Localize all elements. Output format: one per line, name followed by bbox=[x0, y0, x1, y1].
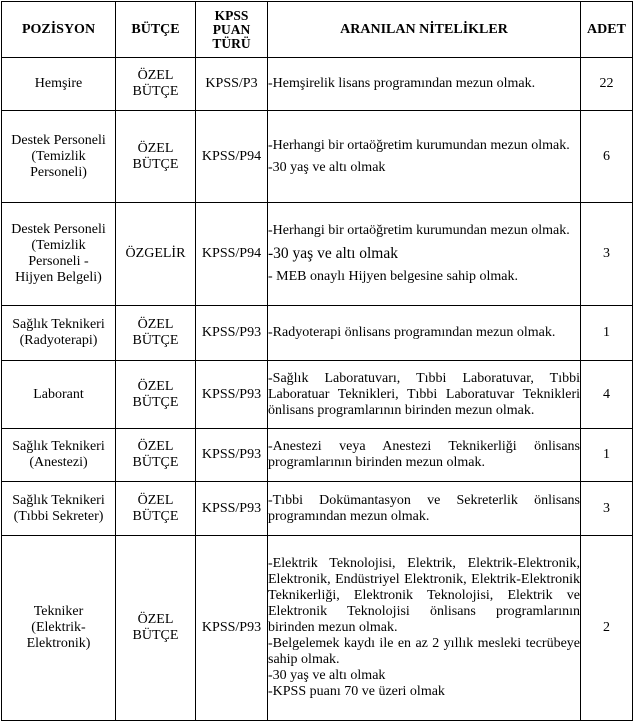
qualification-item: -Radyoterapi önlisans programından mezun olmak. bbox=[268, 325, 556, 340]
position-cell bbox=[2, 58, 116, 111]
qualifications-cell bbox=[268, 58, 581, 111]
count-cell: 6 bbox=[581, 111, 633, 203]
qualification-item: -Belgelemek kaydı ile en az 2 yıllık mesleki tecrübeye sahip olmak. bbox=[268, 636, 580, 667]
position-cell bbox=[2, 536, 116, 721]
count-cell: 2 bbox=[581, 536, 633, 721]
qualification-item: -30 yaş ve altı olmak bbox=[268, 245, 398, 262]
kpss-cell: KPSS/P93 bbox=[196, 482, 268, 536]
qualification-item: -Anestezi veya Anestezi Teknikerliği önlisans programlarının birinden mezun olmak. bbox=[268, 439, 580, 470]
kpss-cell: KPSS/P93 bbox=[196, 361, 268, 429]
count-cell: 22 bbox=[581, 58, 633, 111]
qualifications-cell bbox=[268, 111, 581, 203]
budget-line: ÖZEL bbox=[137, 492, 174, 508]
position-line: (Temizlik bbox=[31, 148, 86, 164]
position-line: (Anestezi) bbox=[29, 455, 88, 470]
kpss-cell: KPSS/P94 bbox=[196, 111, 268, 203]
count-cell: 1 bbox=[581, 306, 633, 361]
table-row bbox=[2, 306, 633, 361]
budget-cell bbox=[116, 203, 196, 306]
qualifications-cell bbox=[268, 306, 581, 361]
kpss-cell: KPSS/P94 bbox=[196, 203, 268, 306]
table-row bbox=[2, 58, 633, 111]
budget-cell bbox=[116, 58, 196, 111]
position-cell bbox=[2, 361, 116, 429]
table-row bbox=[2, 536, 633, 721]
kpss-cell: KPSS/P93 bbox=[196, 429, 268, 482]
budget-cell bbox=[116, 482, 196, 536]
count-cell: 1 bbox=[581, 429, 633, 482]
position-cell bbox=[2, 482, 116, 536]
budget-line: BÜTÇE bbox=[132, 333, 179, 348]
header-kpss-line3: TÜRÜ bbox=[212, 35, 251, 51]
budget-cell bbox=[116, 361, 196, 429]
qualification-item: -Herhangi bir ortaöğretim kurumundan mezun olmak. bbox=[268, 137, 570, 153]
position-line: Hijyen Belgeli) bbox=[15, 270, 102, 285]
position-line: Tekniker bbox=[33, 604, 84, 619]
qualification-item: -KPSS puanı 70 ve üzeri olmak bbox=[268, 684, 445, 699]
table-header-row bbox=[2, 2, 633, 58]
budget-line: BÜTÇE bbox=[132, 508, 179, 524]
position-cell bbox=[2, 111, 116, 203]
budget-line: BÜTÇE bbox=[132, 156, 179, 172]
header-kpss-line2: PUAN bbox=[212, 21, 251, 37]
budget-line: ÖZEL bbox=[137, 439, 174, 454]
count-cell: 4 bbox=[581, 361, 633, 429]
qualifications-cell bbox=[268, 361, 581, 429]
budget-line: ÖZEL bbox=[137, 140, 174, 156]
position-line: Destek Personeli bbox=[11, 132, 106, 148]
budget-line: ÖZGELİR bbox=[125, 246, 186, 261]
position-line: Laborant bbox=[33, 386, 84, 402]
header-kpss-line1: KPSS bbox=[214, 7, 249, 23]
budget-line: BÜTÇE bbox=[132, 628, 179, 643]
header-qualifications: ARANILAN NİTELİKLER bbox=[268, 2, 581, 58]
kpss-cell: KPSS/P3 bbox=[196, 58, 268, 111]
budget-line: ÖZEL bbox=[137, 68, 174, 83]
position-line: Personeli) bbox=[30, 164, 87, 180]
qualification-item: - MEB onaylı Hijyen belgesine sahip olmak. bbox=[268, 269, 519, 284]
header-position: POZİSYON bbox=[2, 2, 116, 58]
qualification-item: -Sağlık Laboratuvarı, Tıbbi Laboratuvar, Tıbbi Laboratuar Teknikleri, Tıbbi Laboratuvar Teknikleri önlisans programlarının birinden mezun olmak. bbox=[268, 370, 580, 418]
position-line: Sağlık Teknikeri bbox=[12, 492, 105, 508]
header-kpss-score-type bbox=[196, 2, 268, 58]
qualification-item: -Herhangi bir ortaöğretim kurumundan mezun olmak. bbox=[268, 223, 570, 238]
position-line: Hemşire bbox=[34, 76, 83, 91]
qualifications-cell bbox=[268, 429, 581, 482]
budget-cell bbox=[116, 429, 196, 482]
qualification-item: -Elektrik Teknolojisi, Elektrik, Elektrik-Elektronik, Elektronik, Endüstriyel Elektronik, Elektrik-Elektronik Teknikerliği, Elektronik Teknolojisi, Elektrik ve Elektronik Teknolojisi önlisans programlarının birinden mezun olmak. bbox=[268, 556, 580, 635]
qualifications-cell bbox=[268, 203, 581, 306]
qualifications-cell bbox=[268, 482, 581, 536]
budget-line: ÖZEL bbox=[137, 317, 174, 332]
position-line: Sağlık Teknikeri bbox=[12, 439, 105, 454]
budget-line: ÖZEL bbox=[137, 612, 174, 627]
budget-line: BÜTÇE bbox=[132, 455, 179, 470]
budget-cell bbox=[116, 306, 196, 361]
qualification-item: -30 yaş ve altı olmak bbox=[268, 159, 386, 175]
position-cell bbox=[2, 306, 116, 361]
table-row bbox=[2, 429, 633, 482]
table-row bbox=[2, 203, 633, 306]
budget-line: ÖZEL bbox=[137, 378, 174, 394]
job-positions-table bbox=[1, 1, 633, 721]
position-line: Destek Personeli bbox=[11, 222, 106, 237]
position-cell bbox=[2, 203, 116, 306]
header-budget: BÜTÇE bbox=[116, 2, 196, 58]
position-line: Personeli - bbox=[28, 254, 89, 269]
qualification-item: -Tıbbi Dokümantasyon ve Sekreterlik önlisans programından mezun olmak. bbox=[268, 492, 580, 524]
qualification-item: -Hemşirelik lisans programından mezun olmak. bbox=[268, 76, 536, 91]
count-cell: 3 bbox=[581, 203, 633, 306]
header-count: ADET bbox=[581, 2, 633, 58]
qualifications-cell bbox=[268, 536, 581, 721]
position-line: (Elektrik- bbox=[31, 620, 86, 635]
table-row bbox=[2, 111, 633, 203]
position-cell bbox=[2, 429, 116, 482]
position-line: (Temizlik bbox=[31, 238, 86, 253]
position-line: (Radyoterapi) bbox=[19, 333, 98, 348]
table-row bbox=[2, 361, 633, 429]
budget-line: BÜTÇE bbox=[132, 84, 179, 99]
position-line: (Tıbbi Sekreter) bbox=[13, 508, 104, 524]
budget-cell bbox=[116, 536, 196, 721]
kpss-cell: KPSS/P93 bbox=[196, 306, 268, 361]
qualification-item: -30 yaş ve altı olmak bbox=[268, 668, 386, 683]
position-line: Elektronik) bbox=[26, 636, 91, 651]
position-line: Sağlık Teknikeri bbox=[12, 317, 105, 332]
budget-line: BÜTÇE bbox=[132, 394, 179, 410]
count-cell: 3 bbox=[581, 482, 633, 536]
budget-cell bbox=[116, 111, 196, 203]
kpss-cell: KPSS/P93 bbox=[196, 536, 268, 721]
table-row bbox=[2, 482, 633, 536]
